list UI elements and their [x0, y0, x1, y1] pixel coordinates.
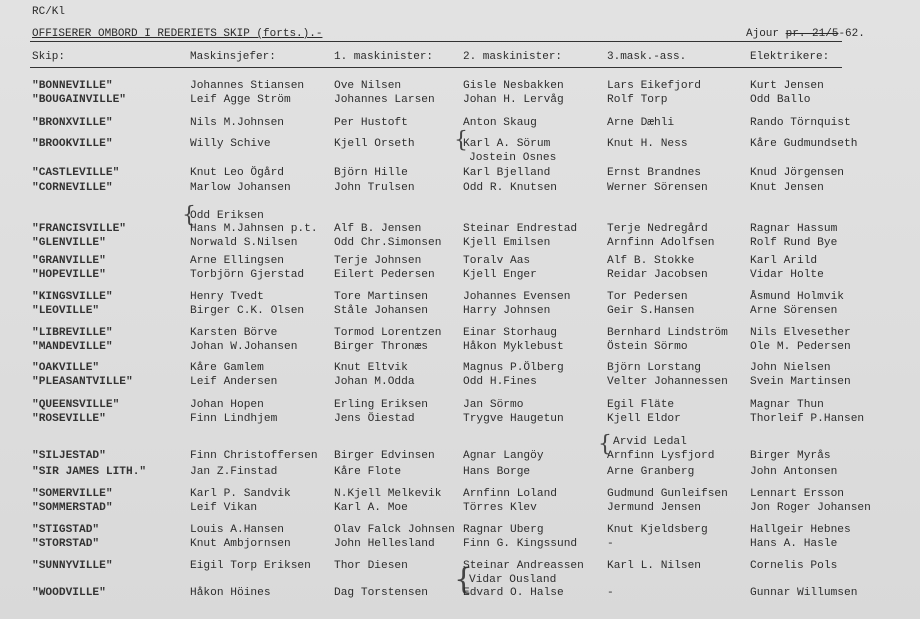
ship-name-cell: "LEOVILLE" [32, 305, 100, 317]
electrician-cell: Gunnar Willumsen [750, 587, 858, 599]
chief-engineer-cell: Marlow Johansen [190, 182, 291, 194]
electrician-cell: Knud Jörgensen [750, 167, 844, 179]
second-engineer-cell: Kjell Enger [463, 269, 537, 281]
first-engineer-cell: Björn Hille [334, 167, 408, 179]
chief-engineer-cell: Willy Schive [190, 138, 271, 150]
second-engineer-cell: Finn G. Kingssund [463, 538, 578, 550]
column-header-ship: Skip: [32, 51, 66, 63]
chief-engineer-cell: Henry Tvedt [190, 291, 264, 303]
second-engineer-cell: Steinar Endrestad [463, 223, 578, 235]
chief-engineer-cell: Leif Vikan [190, 502, 258, 514]
third-engineer-assistant-cell: Tor Pedersen [607, 291, 688, 303]
chief-engineer-cell: Arne Ellingsen [190, 255, 284, 267]
chief-engineer-cell: Johan W.Johansen [190, 341, 298, 353]
ship-name-cell: "CORNEVILLE" [32, 182, 113, 194]
third-engineer-assistant-cell: Arvid Ledal [613, 436, 687, 448]
first-engineer-cell: Birger Edvinsen [334, 450, 435, 462]
chief-engineer-cell: Torbjörn Gjerstad [190, 269, 305, 281]
second-engineer-cell: Einar Storhaug [463, 327, 557, 339]
first-engineer-cell: Dag Torstensen [334, 587, 428, 599]
electrician-cell: Thorleif P.Hansen [750, 413, 865, 425]
ship-name-cell: "SUNNYVILLE" [32, 560, 113, 572]
ship-name-cell: "SIR JAMES LITH." [32, 466, 147, 478]
ship-name-cell: "PLEASANTVILLE" [32, 376, 133, 388]
electrician-cell: Arne Sörensen [750, 305, 838, 317]
ship-name-cell: "FRANCISVILLE" [32, 223, 126, 235]
first-engineer-cell: Alf B. Jensen [334, 223, 422, 235]
ship-name-cell: "KINGSVILLE" [32, 291, 113, 303]
ship-name-cell: "WOODVILLE" [32, 587, 106, 599]
electrician-cell: Åsmund Holmvik [750, 291, 844, 303]
ship-name-cell: "GRANVILLE" [32, 255, 106, 267]
chief-engineer-cell: Leif Agge Ström [190, 94, 291, 106]
second-engineer-cell: Magnus P.Ölberg [463, 362, 564, 374]
update-date [746, 28, 865, 40]
ship-name-cell: "OAKVILLE" [32, 362, 100, 374]
second-engineer-cell: Anton Skaug [463, 117, 537, 129]
electrician-cell: Hans A. Hasle [750, 538, 838, 550]
third-engineer-assistant-cell: - [607, 538, 614, 550]
electrician-cell: Jon Roger Johansen [750, 502, 871, 514]
chief-engineer-cell: Johannes Stiansen [190, 80, 305, 92]
ship-name-cell: "BROOKVILLE" [32, 138, 113, 150]
third-engineer-assistant-cell: Werner Sörensen [607, 182, 708, 194]
third-engineer-assistant-cell: Kjell Eldor [607, 413, 681, 425]
electrician-cell: Rando Törnquist [750, 117, 851, 129]
ship-name-cell: "HOPEVILLE" [32, 269, 106, 281]
third-engineer-assistant-cell: Geir S.Hansen [607, 305, 695, 317]
electrician-cell: Ragnar Hassum [750, 223, 838, 235]
chief-engineer-cell: Nils M.Johnsen [190, 117, 284, 129]
electrician-cell: Kurt Jensen [750, 80, 824, 92]
chief-engineer-cell: Louis A.Hansen [190, 524, 284, 536]
chief-engineer-cell: Norwald S.Nilsen [190, 237, 298, 249]
chief-engineer-cell: Eigil Torp Eriksen [190, 560, 311, 572]
third-engineer-assistant-cell: Knut H. Ness [607, 138, 688, 150]
second-engineer-cell: Arnfinn Loland [463, 488, 557, 500]
electrician-cell: John Antonsen [750, 466, 838, 478]
second-engineer-cell: Toralv Aas [463, 255, 531, 267]
second-engineer-cell: Håkon Myklebust [463, 341, 564, 353]
third-engineer-assistant-cell: Arnfinn Adolfsen [607, 237, 715, 249]
first-engineer-cell: Terje Johnsen [334, 255, 422, 267]
electrician-cell: Ole M. Pedersen [750, 341, 851, 353]
second-engineer-cell: Karl Bjelland [463, 167, 551, 179]
third-engineer-assistant-cell: Lars Eikefjord [607, 80, 701, 92]
brace-mark: { [598, 432, 612, 457]
chief-engineer-cell: Karsten Börve [190, 327, 278, 339]
first-engineer-cell: N.Kjell Melkevik [334, 488, 442, 500]
ship-name-cell: "CASTLEVILLE" [32, 167, 120, 179]
brace-mark: { [182, 203, 196, 228]
first-engineer-cell: Jens Öiestad [334, 413, 415, 425]
second-engineer-cell: Trygve Haugetun [463, 413, 564, 425]
chief-engineer-cell: Håkon Höines [190, 587, 271, 599]
first-engineer-cell: Tormod Lorentzen [334, 327, 442, 339]
ship-name-cell: "SILJESTAD" [32, 450, 106, 462]
first-engineer-cell: Odd Chr.Simonsen [334, 237, 442, 249]
second-engineer-cell: Törres Klev [463, 502, 537, 514]
chief-engineer-cell: Hans M.Jahnsen p.t. [190, 223, 318, 235]
third-engineer-assistant-cell: Karl L. Nilsen [607, 560, 701, 572]
ship-name-cell: "ROSEVILLE" [32, 413, 106, 425]
chief-engineer-cell: Kåre Gamlem [190, 362, 264, 374]
first-engineer-cell: Thor Diesen [334, 560, 408, 572]
column-header-second-engineer: 2. maskinister: [463, 51, 563, 63]
second-engineer-cell: Harry Johnsen [463, 305, 551, 317]
second-engineer-cell: Jan Sörmo [463, 399, 524, 411]
electrician-cell: Vidar Holte [750, 269, 824, 281]
third-engineer-assistant-cell: Reidar Jacobsen [607, 269, 708, 281]
ship-name-cell: "SOMERVILLE" [32, 488, 113, 500]
electrician-cell: Odd Ballo [750, 94, 811, 106]
document-title: OFFISERER OMBORD I REDERIETS SKIP (forts.).- [32, 28, 323, 40]
header-rule [30, 67, 842, 68]
ship-name-cell: "BONNEVILLE" [32, 80, 113, 92]
second-engineer-cell: Johan H. Lervåg [463, 94, 564, 106]
third-engineer-assistant-cell: Egil Fläte [607, 399, 675, 411]
electrician-cell: Cornelis Pols [750, 560, 838, 572]
third-engineer-assistant-cell: Knut Kjeldsberg [607, 524, 708, 536]
second-engineer-cell: Johannes Evensen [463, 291, 571, 303]
brace-mark: { [454, 128, 468, 153]
second-engineer-cell: Odd R. Knutsen [463, 182, 557, 194]
column-header-third-engineer-assistant: 3.mask.-ass. [607, 51, 687, 63]
update-label: Ajour [746, 28, 780, 40]
chief-engineer-cell: Knut Ambjornsen [190, 538, 291, 550]
third-engineer-assistant-cell: Ernst Brandnes [607, 167, 701, 179]
first-engineer-cell: Birger Thronæs [334, 341, 428, 353]
column-header-first-engineer: 1. maskinister: [334, 51, 434, 63]
chief-engineer-cell: Birger C.K. Olsen [190, 305, 305, 317]
update-date-tail: -62. [838, 28, 865, 40]
first-engineer-cell: Johannes Larsen [334, 94, 435, 106]
electrician-cell: Magnar Thun [750, 399, 824, 411]
electrician-cell: Knut Jensen [750, 182, 824, 194]
document-reference: RC/Kl [32, 6, 66, 18]
second-engineer-cell: Ragnar Uberg [463, 524, 544, 536]
ship-name-cell: "BRONXVILLE" [32, 117, 113, 129]
first-engineer-cell: Johan M.Odda [334, 376, 415, 388]
first-engineer-cell: Knut Eltvik [334, 362, 408, 374]
third-engineer-assistant-cell: Gudmund Gunleifsen [607, 488, 728, 500]
first-engineer-cell: Erling Eriksen [334, 399, 428, 411]
third-engineer-assistant-cell: Arnfinn Lysfjord [607, 450, 715, 462]
second-engineer-cell: Steinar Andreassen [463, 560, 584, 572]
first-engineer-cell: Ove Nilsen [334, 80, 402, 92]
column-header-electrician: Elektrikere: [750, 51, 830, 63]
second-engineer-cell: Vidar Ousland [469, 574, 557, 586]
chief-engineer-cell: Karl P. Sandvik [190, 488, 291, 500]
ship-name-cell: "STORSTAD" [32, 538, 100, 550]
first-engineer-cell: Per Hustoft [334, 117, 408, 129]
first-engineer-cell: Kjell Orseth [334, 138, 415, 150]
chief-engineer-cell: Johan Hopen [190, 399, 264, 411]
third-engineer-assistant-cell: Björn Lorstang [607, 362, 701, 374]
chief-engineer-cell: Jan Z.Finstad [190, 466, 278, 478]
second-engineer-cell: Agnar Langöy [463, 450, 544, 462]
third-engineer-assistant-cell: Velter Johannessen [607, 376, 728, 388]
first-engineer-cell: Olav Falck Johnsen [334, 524, 455, 536]
ship-name-cell: "LIBREVILLE" [32, 327, 113, 339]
ship-name-cell: "BOUGAINVILLE" [32, 94, 126, 106]
electrician-cell: Kåre Gudmundseth [750, 138, 858, 150]
first-engineer-cell: Tore Martinsen [334, 291, 428, 303]
third-engineer-assistant-cell: Alf B. Stokke [607, 255, 695, 267]
third-engineer-assistant-cell: Arne Granberg [607, 466, 695, 478]
second-engineer-cell: Kjell Emilsen [463, 237, 551, 249]
electrician-cell: Rolf Rund Bye [750, 237, 838, 249]
first-engineer-cell: Kåre Flote [334, 466, 402, 478]
second-engineer-cell: Gisle Nesbakken [463, 80, 564, 92]
first-engineer-cell: John Hellesland [334, 538, 435, 550]
third-engineer-assistant-cell: - [607, 587, 614, 599]
ship-name-cell: "MANDEVILLE" [32, 341, 113, 353]
ship-name-cell: "QUEENSVILLE" [32, 399, 120, 411]
first-engineer-cell: Ståle Johansen [334, 305, 428, 317]
ship-name-cell: "SOMMERSTAD" [32, 502, 113, 514]
chief-engineer-cell: Odd Eriksen [190, 210, 264, 222]
first-engineer-cell: Karl A. Moe [334, 502, 408, 514]
chief-engineer-cell: Finn Lindhjem [190, 413, 278, 425]
third-engineer-assistant-cell: Bernhard Lindström [607, 327, 728, 339]
electrician-cell: Lennart Ersson [750, 488, 844, 500]
chief-engineer-cell: Leif Andersen [190, 376, 278, 388]
first-engineer-cell: Eilert Pedersen [334, 269, 435, 281]
column-header-chief-engineer: Maskinsjefer: [190, 51, 276, 63]
second-engineer-cell: Karl A. Sörum [463, 138, 551, 150]
third-engineer-assistant-cell: Arne Dæhli [607, 117, 675, 129]
update-struck-date: pr. 21/5 [785, 28, 839, 40]
second-engineer-cell: Edvard O. Halse [463, 587, 564, 599]
electrician-cell: Karl Arild [750, 255, 818, 267]
electrician-cell: Svein Martinsen [750, 376, 851, 388]
ship-name-cell: "STIGSTAD" [32, 524, 100, 536]
ship-name-cell: "GLENVILLE" [32, 237, 106, 249]
chief-engineer-cell: Finn Christoffersen [190, 450, 318, 462]
brace-mark: { [454, 562, 474, 597]
first-engineer-cell: John Trulsen [334, 182, 415, 194]
third-engineer-assistant-cell: Rolf Torp [607, 94, 668, 106]
title-rule [30, 41, 842, 42]
electrician-cell: John Nielsen [750, 362, 831, 374]
second-engineer-cell: Jostein Osnes [469, 152, 557, 164]
third-engineer-assistant-cell: Östein Sörmo [607, 341, 688, 353]
electrician-cell: Hallgeir Hebnes [750, 524, 851, 536]
electrician-cell: Birger Myrås [750, 450, 831, 462]
electrician-cell: Nils Elvesether [750, 327, 851, 339]
third-engineer-assistant-cell: Terje Nedregård [607, 223, 708, 235]
chief-engineer-cell: Knut Leo Ögård [190, 167, 284, 179]
second-engineer-cell: Hans Borge [463, 466, 531, 478]
third-engineer-assistant-cell: Jermund Jensen [607, 502, 701, 514]
second-engineer-cell: Odd H.Fines [463, 376, 537, 388]
